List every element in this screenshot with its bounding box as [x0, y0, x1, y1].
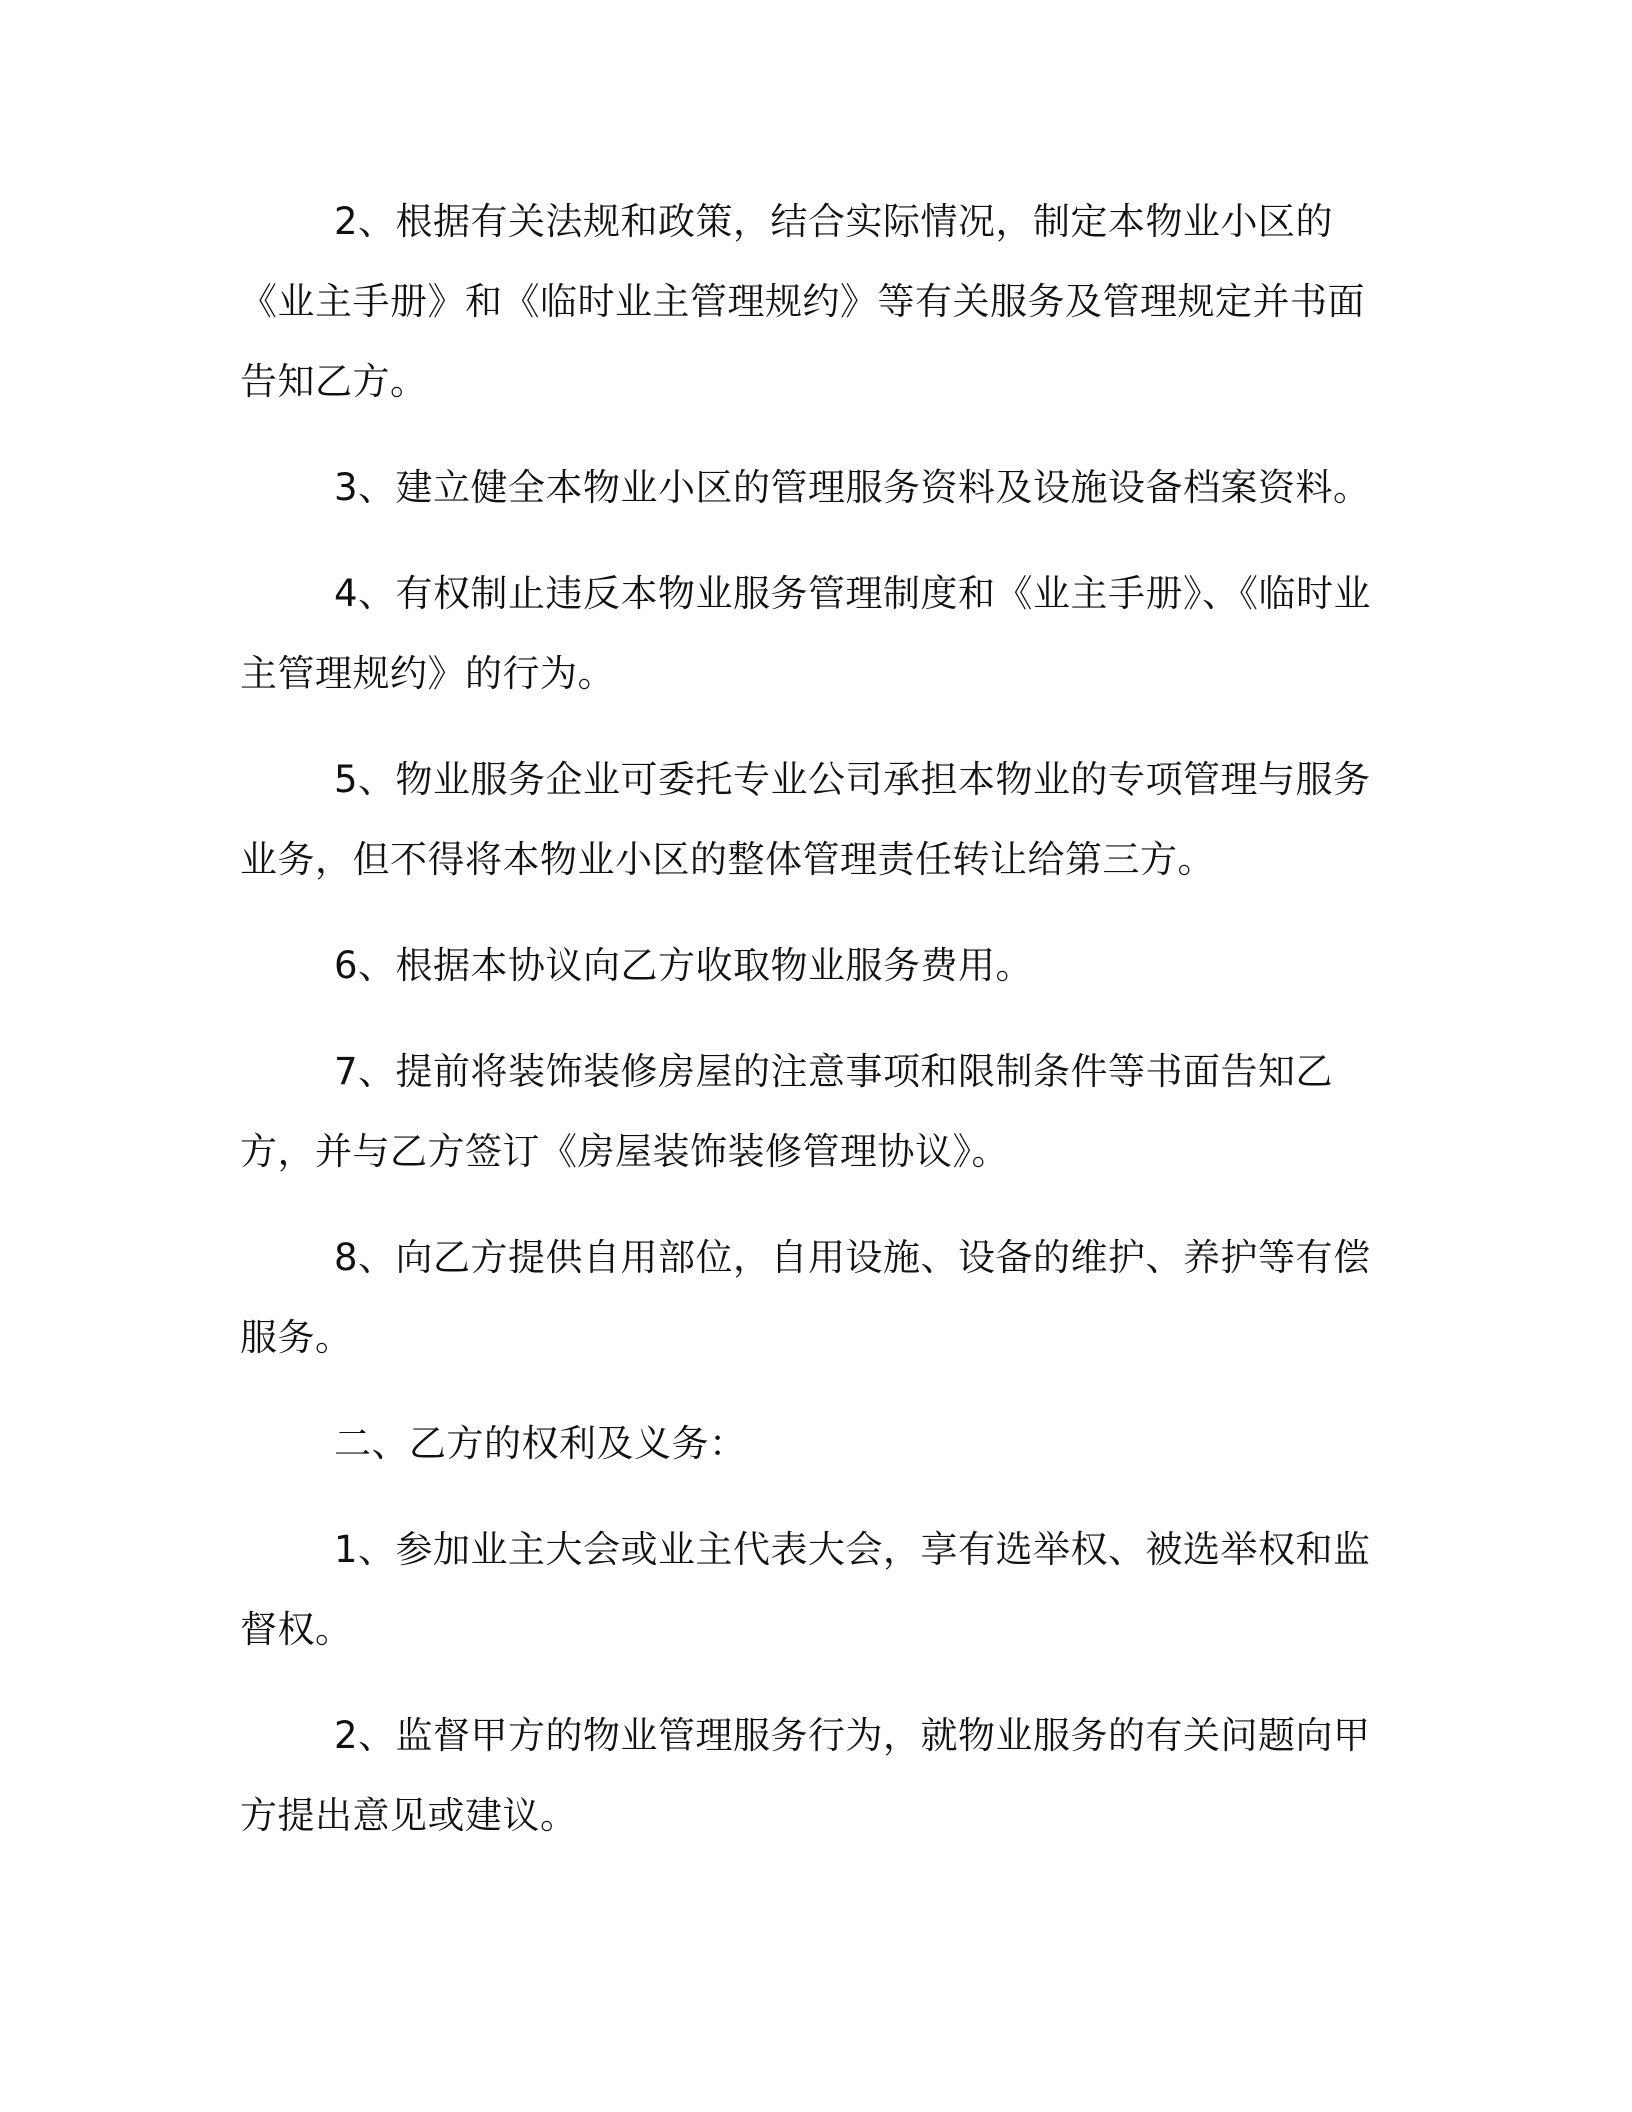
document-body — [240, 182, 1392, 1882]
paragraph-party-b-right-1: 1、参加业主大会或业主代表大会，享有选举权、被选举权和监督权。 — [240, 1528, 1371, 1651]
paragraph-party-b-right-2: 2、监督甲方的物业管理服务行为，就物业服务的有关问题向甲方提出意见或建议。 — [240, 1714, 1371, 1837]
paragraph-party-a-right-5: 5、物业服务企业可委托专业公司承担本物业的专项管理与服务业务，但不得将本物业小区的整体管理责任转让给第三方。 — [240, 758, 1371, 881]
paragraph-party-a-right-6: 6、根据本协议向乙方收取物业服务费用。 — [334, 944, 1034, 987]
paragraph-party-a-right-3: 3、建立健全本物业小区的管理服务资料及设施设备档案资料。 — [334, 466, 1371, 509]
paragraph-party-a-right-8: 8、向乙方提供自用部位，自用设施、设备的维护、养护等有偿服务。 — [240, 1236, 1371, 1359]
section-heading-party-b: 二、乙方的权利及义务： — [334, 1422, 747, 1465]
paragraph-party-a-right-7: 7、提前将装饰装修房屋的注意事项和限制条件等书面告知乙方，并与乙方签订《房屋装饰装修管理协议》。 — [240, 1050, 1334, 1173]
paragraph-party-a-right-4: 4、有权制止违反本物业服务管理制度和《业主手册》、《临时业主管理规约》的行为。 — [240, 572, 1372, 695]
paragraph-party-a-right-2: 2、根据有关法规和政策，结合实际情况，制定本物业小区的《业主手册》和《临时业主管理规约》等有关服务及管理规定并书面告知乙方。 — [240, 200, 1365, 403]
